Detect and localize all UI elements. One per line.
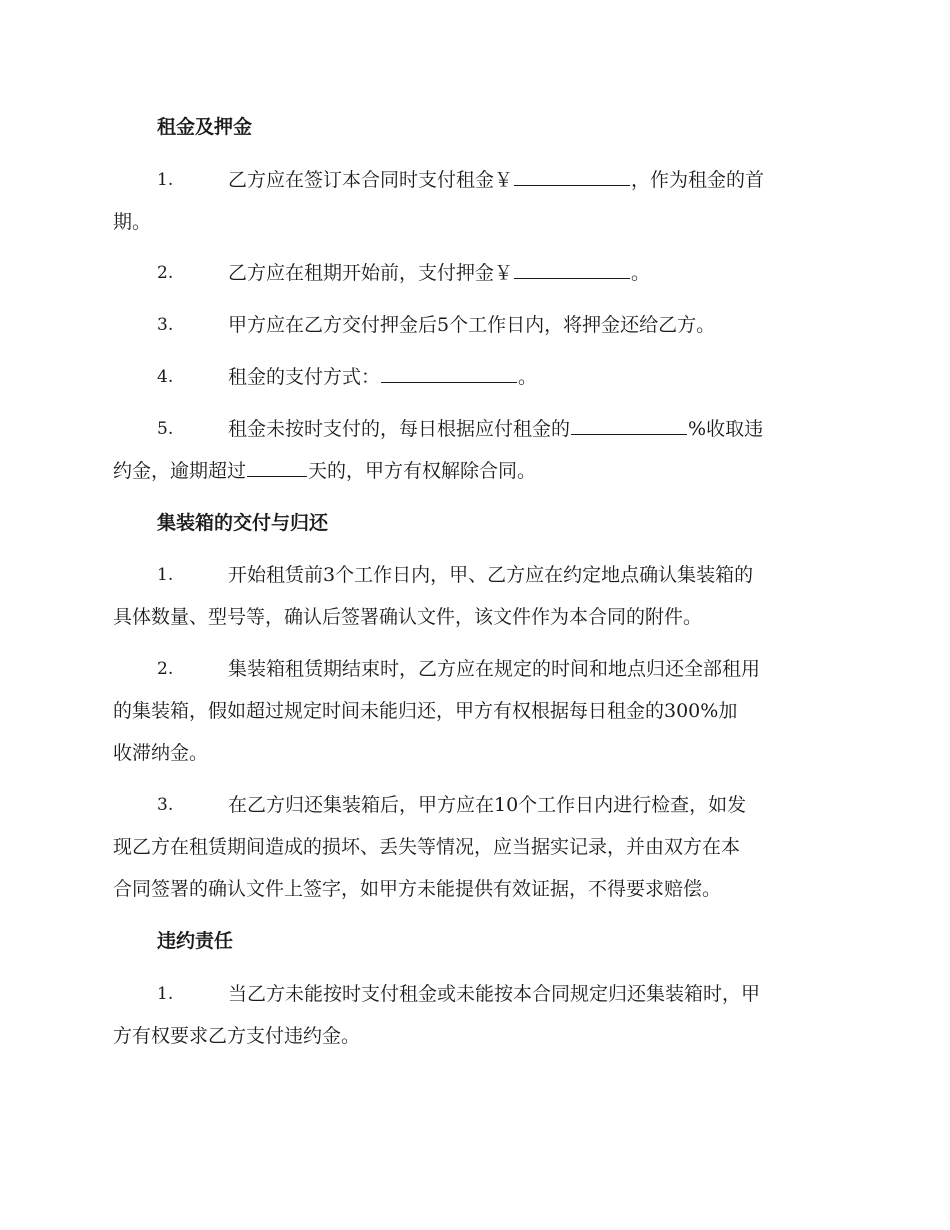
item-continuation: 方有权要求乙方支付违约金。 xyxy=(113,1025,361,1047)
fill-blank[interactable] xyxy=(247,457,307,477)
item-continuation: 具体数量、型号等，确认后签署确认文件，该文件作为本合同的附件。 xyxy=(113,606,703,628)
item-number: 4. xyxy=(157,367,174,387)
item-number: 2. xyxy=(157,263,174,283)
item-text: 在乙方归还集装箱后，甲方应在10个工作日内进行检查，如发 xyxy=(228,794,747,816)
fill-blank[interactable] xyxy=(514,259,630,279)
item-continuation: 现乙方在租赁期间造成的损坏、丢失等情况，应当据实记录，并由双方在本 xyxy=(113,836,741,858)
section-heading-rent-deposit: 租金及押金 xyxy=(157,116,253,138)
item-text: 租金的支付方式： 。 xyxy=(228,363,537,391)
item-number: 3. xyxy=(157,795,174,815)
item-text: 开始租赁前3个工作日内，甲、乙方应在约定地点确认集装箱的 xyxy=(228,564,754,586)
item-text: 当乙方未能按时支付租金或未能按本合同规定归还集装箱时，甲 xyxy=(228,983,761,1005)
item-number: 1. xyxy=(157,170,174,190)
item-number: 1. xyxy=(157,984,174,1004)
item-text: 乙方应在租期开始前，支付押金￥ 。 xyxy=(228,259,650,287)
section-heading-liability: 违约责任 xyxy=(157,930,234,952)
fill-blank[interactable] xyxy=(571,415,687,435)
item-text: 集装箱租赁期结束时，乙方应在规定的时间和地点归还全部租用 xyxy=(228,658,761,680)
item-number: 2. xyxy=(157,659,174,679)
fill-blank[interactable] xyxy=(381,363,517,383)
item-text: 甲方应在乙方交付押金后5个工作日内，将押金还给乙方。 xyxy=(228,314,716,336)
item-number: 1. xyxy=(157,565,174,585)
item-continuation: 合同签署的确认文件上签字，如甲方未能提供有效证据，不得要求赔偿。 xyxy=(113,878,722,900)
fill-blank[interactable] xyxy=(514,166,630,186)
item-continuation: 约金，逾期超过 天的，甲方有权解除合同。 xyxy=(113,457,833,485)
item-continuation: 的集装箱，假如超过规定时间未能归还，甲方有权根据每日租金的300%加 xyxy=(113,700,738,722)
item-number: 5. xyxy=(157,419,174,439)
item-continuation: 收滞纳金。 xyxy=(113,742,209,764)
item-text: 乙方应在签订本合同时支付租金￥ ，作为租金的首 xyxy=(228,166,764,194)
section-heading-delivery-return: 集装箱的交付与归还 xyxy=(157,512,329,534)
item-number: 3. xyxy=(157,315,174,335)
item-continuation: 期。 xyxy=(113,211,152,233)
item-text: 租金未按时支付的，每日根据应付租金的 %收取违 xyxy=(228,415,763,443)
